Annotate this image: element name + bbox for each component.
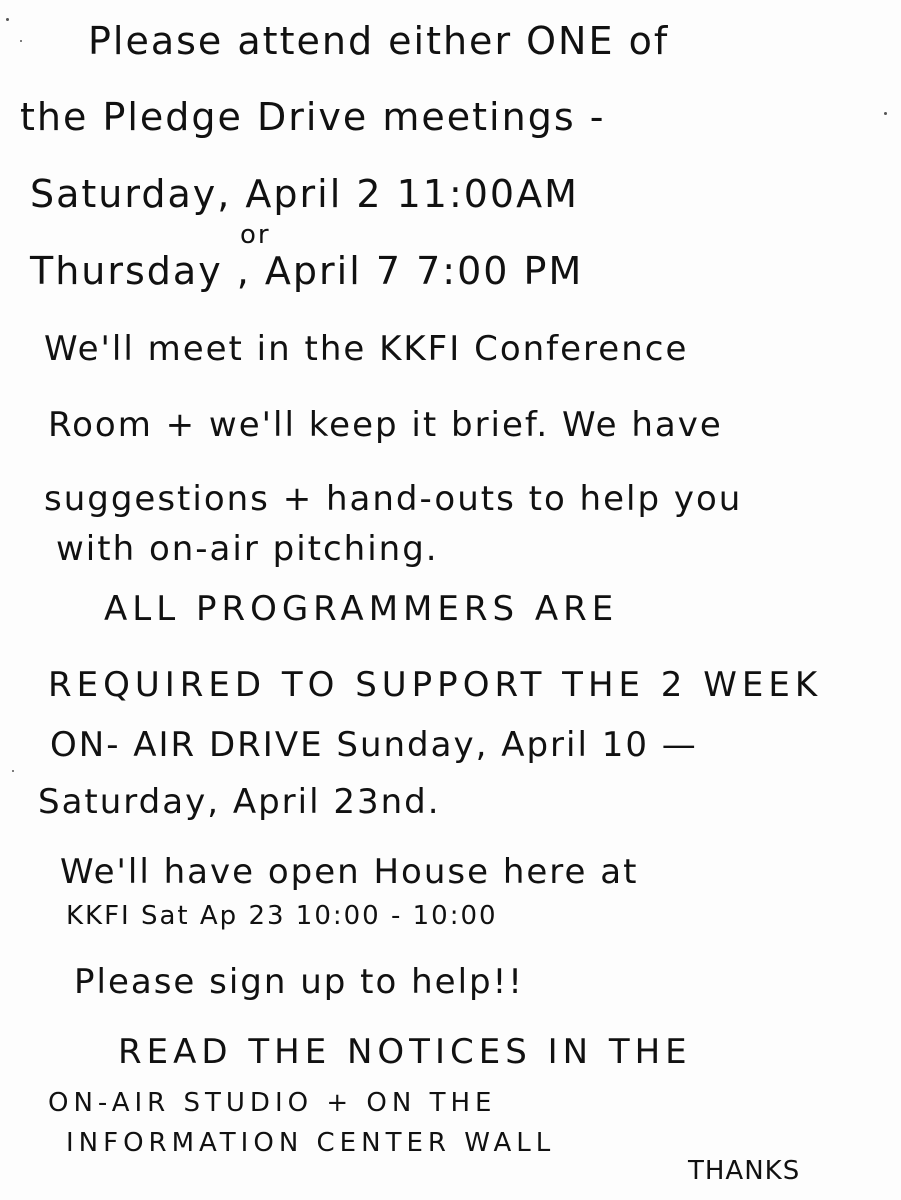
paper-speck — [6, 18, 9, 21]
note-line-4: or — [240, 220, 271, 250]
paper-speck — [12, 770, 14, 772]
note-line-14: We'll have open House here at — [60, 852, 639, 892]
note-line-7: Room + we'll keep it brief. We have — [48, 405, 723, 445]
note-line-16: Please sign up to help!! — [74, 962, 524, 1002]
note-line-8: suggestions + hand-outs to help you — [44, 479, 743, 519]
paper-speck — [884, 112, 887, 115]
note-line-9: with on-air pitching. — [56, 529, 439, 569]
note-line-13: Saturday, April 23nd. — [38, 782, 441, 822]
note-line-1: Please attend either ONE of — [88, 19, 670, 63]
note-line-17: READ THE NOTICES IN THE — [118, 1032, 692, 1072]
note-line-11: REQUIRED TO SUPPORT THE 2 WEEK — [48, 665, 823, 705]
note-line-15: KKFI Sat Ap 23 10:00 - 10:00 — [66, 901, 498, 931]
note-line-12: ON- AIR DRIVE Sunday, April 10 — — [50, 725, 698, 765]
note-line-20: THANKS — [688, 1156, 801, 1186]
note-line-5: Thursday , April 7 7:00 PM — [30, 249, 584, 293]
paper-speck — [20, 40, 22, 42]
note-line-10: ALL PROGRAMMERS ARE — [104, 589, 619, 629]
note-line-3: Saturday, April 2 11:00AM — [30, 172, 579, 216]
note-line-6: We'll meet in the KKFI Conference — [44, 329, 689, 369]
note-line-18: ON-AIR STUDIO + ON THE — [48, 1088, 497, 1118]
note-line-2: the Pledge Drive meetings - — [20, 95, 606, 139]
note-line-19: INFORMATION CENTER WALL — [66, 1128, 556, 1158]
